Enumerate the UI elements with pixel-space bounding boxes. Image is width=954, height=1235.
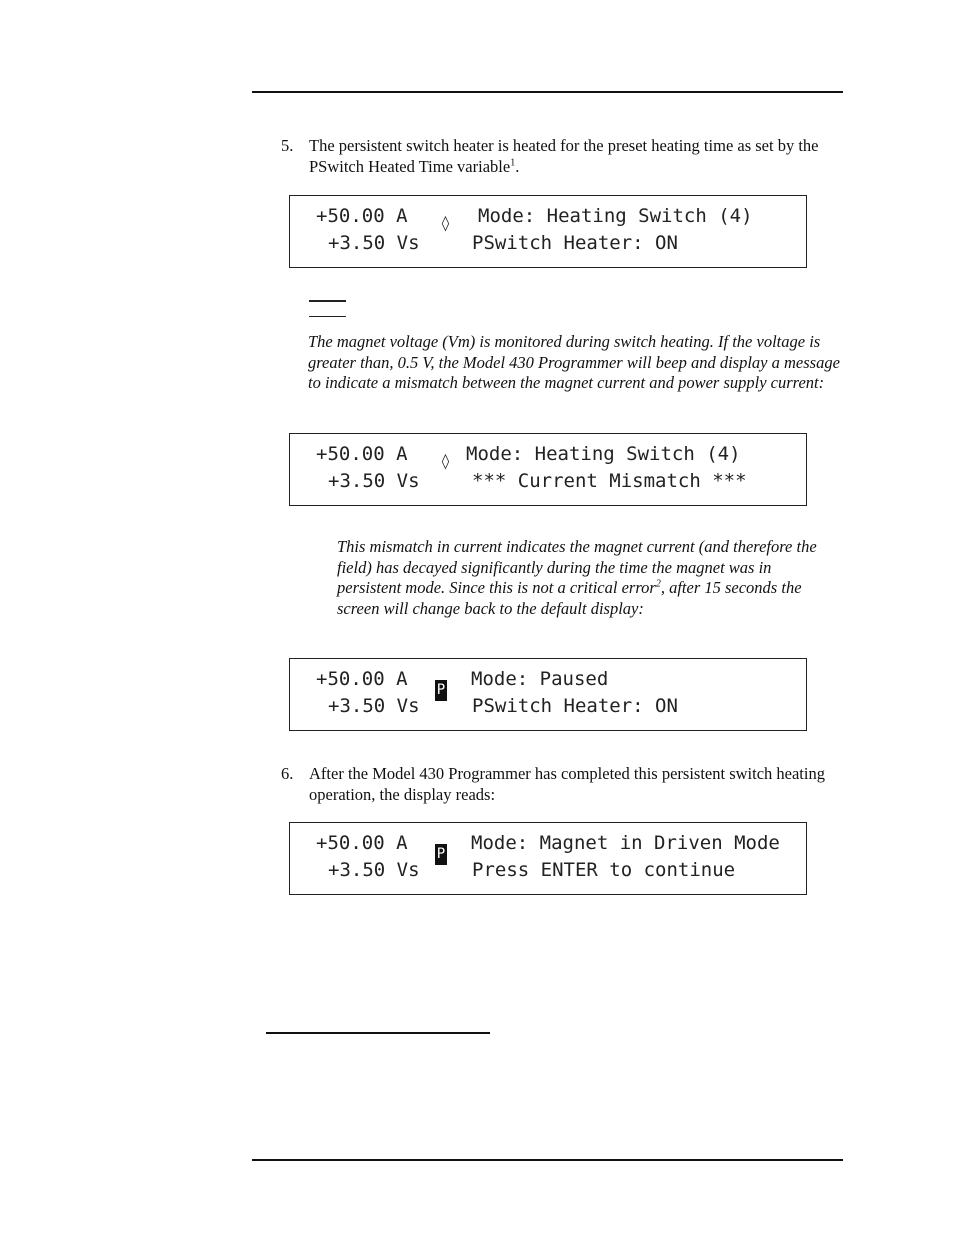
lcd-current: +50.00 A [316,205,408,227]
step-text: After the Model 430 Programmer has completed this persistent switch heating operation, the display reads: [309,764,825,804]
lcd-display-mismatch [289,433,807,506]
header-rule [252,91,843,93]
lcd-current: +50.00 A [316,668,408,690]
lcd-status: PSwitch Heater: ON [472,232,678,254]
footer-rule [252,1159,843,1161]
heating-indicator-icon: ◊ [441,452,450,470]
lcd-voltage: +3.50 Vs [328,695,420,717]
lcd-status: Press ENTER to continue [472,859,736,881]
persistent-indicator-icon: P [435,844,447,865]
lcd-voltage: +3.50 Vs [328,859,420,881]
note-text: The magnet voltage (Vm) is monitored during switch heating. If the voltage is greater than, 0.5 V, the Model 430 Programmer will beep and display a message to indicate a mismatch between the magnet current and power supply current: [308,332,840,392]
lcd-display-driven [289,822,807,895]
step-number: 6. [281,764,294,783]
lcd-current: +50.00 A [316,443,408,465]
footnote-rule [266,1032,490,1034]
footnote-mark: 2 [655,578,661,590]
lcd-mode: Mode: Heating Switch (4) [478,205,753,227]
mismatch-text: This mismatch in current indicates the magnet current (and therefore the field) has decayed significantly during the time the magnet was in persistent mode. Since this is not a critical error$^2$, after 15 seconds the screen will change back to the default display: [337,537,817,618]
lcd-status: PSwitch Heater: ON [472,695,678,717]
lcd-voltage: +3.50 Vs [328,470,420,492]
lcd-mode: Mode: Heating Switch (4) [466,443,741,465]
lcd-status: *** Current Mismatch *** [472,470,747,492]
persistent-indicator-icon: P [435,680,447,701]
heating-indicator-icon: ◊ [441,214,450,232]
step-text: The persistent switch heater is heated for the preset heating time as set by the PSwitch Heated Time variable$^1$. [309,136,819,176]
lcd-mode: Mode: Magnet in Driven Mode [471,832,780,854]
lcd-current: +50.00 A [316,832,408,854]
lcd-display-heating [289,195,807,268]
step-number: 5. [281,136,294,155]
lcd-display-paused [289,658,807,731]
footnote-mark: 1 [510,157,516,169]
lcd-voltage: +3.50 Vs [328,232,420,254]
note-marker [309,300,346,331]
lcd-mode: Mode: Paused [471,668,609,690]
